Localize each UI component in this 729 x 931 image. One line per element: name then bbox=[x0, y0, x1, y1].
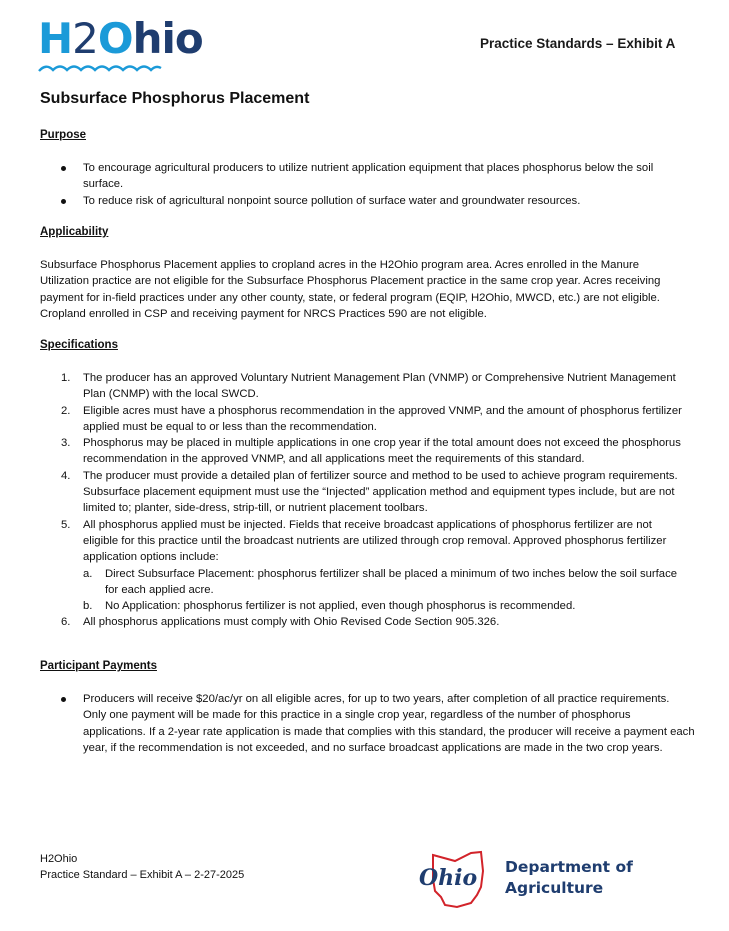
list-item bbox=[40, 160, 695, 193]
footer-line-2: Practice Standard – Exhibit A – 2-27-2025 bbox=[40, 869, 245, 881]
oda-logo-text bbox=[505, 857, 633, 899]
document-label: Practice Standards – Exhibit A bbox=[480, 36, 676, 51]
oda-line-2: Agriculture bbox=[505, 879, 604, 897]
list-item-text: To encourage agricultural producers to utilize nutrient application equipment that places phosphorus below the soil surface. bbox=[83, 162, 654, 191]
footer-line-1: H2Ohio bbox=[40, 853, 78, 865]
h2ohio-logo bbox=[38, 14, 203, 74]
page-title: Subsurface Phosphorus Placement bbox=[40, 90, 310, 107]
list-item-text: Phosphorus may be placed in multiple applications in one crop year if the total amount does not exceed the phosphorus recommendation in the approved VNMP, and all applications meet the requirements of this standard. bbox=[83, 437, 681, 466]
list-item bbox=[40, 614, 690, 630]
item-number: 6. bbox=[61, 616, 71, 629]
list-item-text: To reduce risk of agricultural nonpoint source pollution of surface water and groundwater resources. bbox=[83, 194, 581, 207]
list-item-text: All phosphorus applications must comply with Ohio Revised Code Section 905.326. bbox=[83, 616, 500, 629]
purpose-heading: Purpose bbox=[40, 129, 87, 141]
list-item-text: Producers will receive $20/ac/yr on all eligible acres, for up to two years, after completion of all practice requirements. Only one payment will be made for this practice in a single crop year, regardless of the number of phosphorus applications. If a 2-year rate application is made that complies with this standard, the producer will receive a payment each year, if the recommendation is not exceeded, and no surface broadcast applications are made in the two crop years. bbox=[83, 693, 695, 754]
logo-2: 2 bbox=[72, 14, 98, 63]
item-letter: a. bbox=[83, 567, 93, 580]
item-number: 1. bbox=[61, 372, 71, 384]
applicability-heading: Applicability bbox=[40, 226, 109, 238]
item-number: 2. bbox=[61, 404, 71, 417]
list-item-text: Eligible acres must have a phosphorus recommendation in the approved VNMP, and the amount of phosphorus fertilizer applied must be equal to or less than the recommendation. bbox=[83, 404, 682, 433]
logo-h: H bbox=[38, 14, 73, 63]
list-item bbox=[40, 370, 690, 403]
list-item bbox=[40, 193, 695, 209]
bullet-icon bbox=[61, 199, 66, 204]
ohio-state-outline-icon bbox=[415, 849, 505, 909]
h2ohio-logo-text bbox=[38, 14, 203, 63]
sub-list-item bbox=[83, 566, 690, 599]
logo-hio: hio bbox=[132, 14, 203, 63]
sub-list-item bbox=[83, 598, 690, 614]
logo-o: O bbox=[97, 14, 133, 63]
list-item bbox=[40, 517, 690, 615]
item-number: 4. bbox=[61, 469, 71, 482]
list-item-text: Direct Subsurface Placement: phosphorus fertilizer shall be placed a minimum of two inches below the soil surface for each applied acre. bbox=[105, 567, 678, 596]
applicability-text: Subsurface Phosphorus Placement applies to cropland acres in the H2Ohio program area. Acres enrolled in the Manure Utilization practice are not eligible for the Subsurface Phosphorus Placement practice in the same crop year. Acres receiving payment for in-field practices under any other county, state, or federal program (EQIP, H2Ohio, MWCD, etc.) are not eligible. Cropland enrolled in CSP and receiving payment for NRCS Practices 590 are not eligible. bbox=[40, 259, 661, 320]
list-item-text: The producer has an approved Voluntary Nutrient Management Plan (VNMP) or Comprehensive Nutrient Management Plan (CNMP) with the local SWCD. bbox=[83, 372, 676, 401]
oda-logo-word: Ohio bbox=[419, 865, 478, 891]
list-item bbox=[40, 691, 695, 756]
oda-line-1: Department of bbox=[505, 858, 633, 876]
list-item bbox=[40, 435, 690, 468]
list-item bbox=[40, 403, 690, 436]
item-letter: b. bbox=[83, 600, 93, 613]
sub-list bbox=[83, 566, 690, 615]
bullet-icon bbox=[61, 697, 66, 702]
item-number: 5. bbox=[61, 518, 71, 531]
item-number: 3. bbox=[61, 437, 71, 450]
list-item-text: No Application: phosphorus fertilizer is not applied, even though phosphorus is recommended. bbox=[105, 600, 576, 613]
list-item-text: All phosphorus applied must be injected. Fields that receive broadcast applications of phosphorus fertilizer are not eligible for this practice until the broadcast nutrients are utilized through crop removal. Approved phosphorus fertilizer application options include: bbox=[83, 518, 667, 564]
purpose-list bbox=[40, 160, 695, 209]
payments-list bbox=[40, 691, 695, 756]
water-waves-icon bbox=[38, 62, 163, 74]
ohio-department-of-agriculture-logo bbox=[415, 849, 645, 909]
list-item bbox=[40, 468, 690, 517]
bullet-icon bbox=[61, 166, 66, 171]
list-item-text: The producer must provide a detailed plan of fertilizer source and method to be used to achieve program requirements. Subsurface placement equipment must use the “Injected” application method and equipment types include, but are not limited to; planter, side-dress, strip-till, or nutrient placement toolbars. bbox=[83, 469, 678, 515]
payments-heading: Participant Payments bbox=[40, 660, 157, 672]
specifications-heading: Specifications bbox=[40, 339, 118, 351]
footer-text bbox=[40, 851, 244, 883]
specifications-list bbox=[40, 370, 690, 631]
